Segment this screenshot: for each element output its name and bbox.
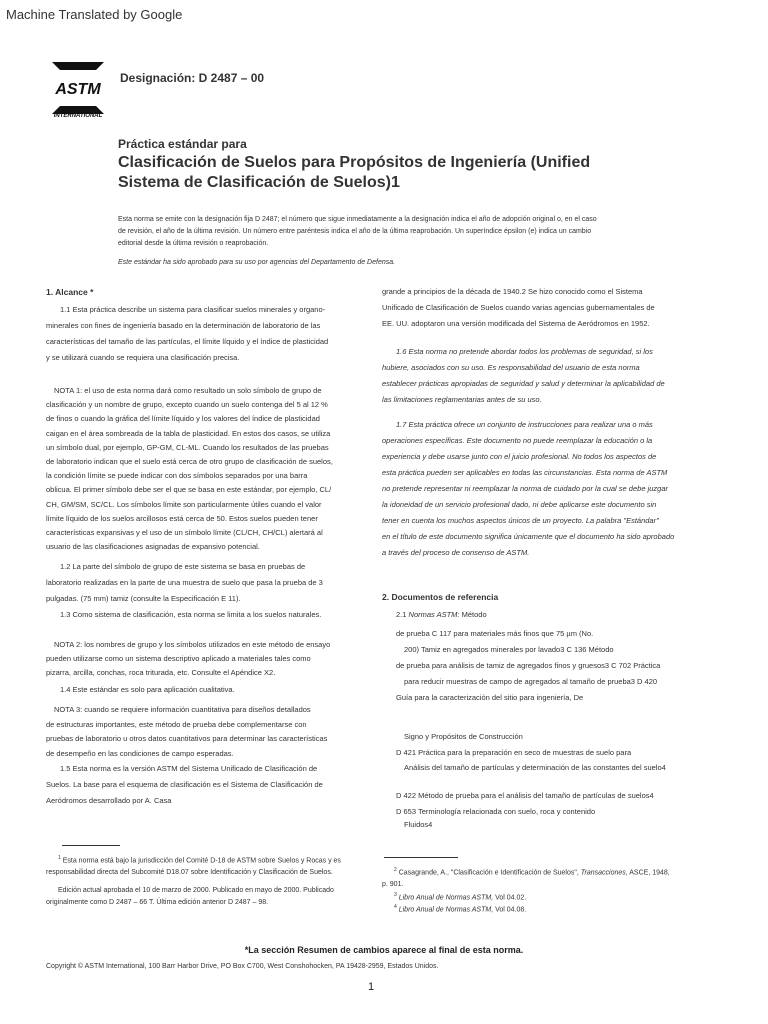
logo-text: ASTM — [55, 81, 101, 98]
paragraph-1-2: 1.2 La parte del símbolo de grupo de este sistema se basa en pruebas de laboratorio realizadas en la parte de una muestra de suelo que pasa la prueba de 3 pulgadas. (75 mm) tamiz (consulte la Especificación E 11). 1.3 Como sistema de clasificación, esta norma se limita a los suelos naturales. — [46, 559, 323, 623]
reference-2-1: 2.1 Normas ASTM: Método — [396, 610, 487, 619]
paragraph-1-7: 1.7 Esta práctica ofrece un conjunto de instrucciones para realizar una o más operaciones específicas. Este documento no puede reemplazar la educación o la experiencia y debe usarse junto con el juicio profesional. No todos los aspectos de esta práctica pueden ser aplicables en todas las circunstancias. Esta norma de ASTM no pretende representar ni reemplazar la norma de cuidado por la cual se debe juzgar la idoneidad de un servicio profesional dado, ni debe aplicarse este documento sin tener en cuenta los muchos aspectos únicos de un proyecto. La palabra "Estándar" en el título de este documento significa únicamente que el documento ha sido aprobado a través del proceso de consenso de ASTM. — [382, 420, 675, 557]
page-number: 1 — [367, 981, 375, 993]
notice-line: de revisión, el año de la última revisión. Un número entre paréntesis indica el año de la última reaprobación. Un superíndice épsilon (e) indica un cambio — [118, 228, 592, 235]
footnote-4: $^4$ Libro Anual de Normas ASTM, Vol 04.08. — [394, 904, 527, 914]
paragraph-1-3: 1.3 Como sistema de clasificación, esta norma se limita a los suelos naturales. — [60, 610, 322, 619]
document-title — [118, 153, 591, 193]
reference-list-c: D 422 Método de prueba para el análisis del tamaño de partículas de suelos4 D 653 Terminología relacionada con suelo, roca y contenido Fluidos4 — [396, 791, 654, 829]
issuance-notice — [118, 214, 638, 250]
note-1: NOTA 1: el uso de esta norma dará como resultado un solo símbolo de grupo de clasificación y un nombre de grupo, excepto cuando un suelo contenga del 5 al 12 % de finos o cuando la gráfica del límite líquido y los valores del índice de plasticidad caigan en el área sombreada de la tabla de plasticidad. En estos dos casos, se utiliza un símbolo dual, por ejemplo, GP-GM, CL-ML. Cuando los resultados de las pruebas de laboratorio indican que el suelo está cerca de otro grupo de clasificación de suelos, la condición límite se puede indicar con dos símbolos separados por una barra oblicua. El primer símbolo debe ser el que se basa en este estándar, por ejemplo, CL/ CH, GM/SM, SC/CL. Los símbolos límite son particularmente útiles cuando el valor límite líquido de los suelos arcillosos está cerca de 50. Estos suelos pueden tener características expansivas y el uso de un símbolo límite (CL/CH, CH/CL) alertará al usuario de las clasificaciones asignadas de expansivo potencial. — [46, 386, 333, 552]
title-line: Clasificación de Suelos para Propósitos de Ingeniería (Unified — [118, 154, 591, 171]
notice-line: Esta norma se emite con la designación fija D 2487; el número que sigue inmediatamente a la designación indica el año de adopción original o, en el caso — [118, 216, 597, 223]
kicker: Práctica estándar para — [118, 137, 247, 151]
footnote-3: $^3$ Libro Anual de Normas ASTM, Vol 04.02. — [394, 892, 527, 902]
footnote-2: $^2$ Casagrande, A., "Clasificación e Identificación de Suelos", Transacciones, ASCE, 1948, p. 901. — [382, 867, 670, 889]
copyright: Copyright © ASTM International, 100 Barr Harbor Drive, PO Box C700, West Conshohocken, PA 19428-2959, Estados Unidos. — [46, 963, 439, 970]
footnote-1: $^1$ Esta norma está bajo la jurisdicción del Comité D-18 de ASTM sobre Suelos y Rocas y es responsabilidad directa del Subcomité D18.07 sobre Identificación y Clasificación de Suelos. — [46, 855, 341, 877]
astm-logo — [44, 58, 112, 118]
footnote-rule — [62, 845, 120, 846]
paragraph-1-1: 1.1 Esta práctica describe un sistema para clasificar suelos minerales y organo- minerales con fines de ingeniería basado en la determinación de laboratorio de las características del tamaño de las partículas, el límite líquido y el índice de plasticidad y se utilizará cuando se requiera una clasificación precisa. — [46, 305, 329, 362]
machine-translated-banner: Machine Translated by Google — [6, 7, 183, 22]
logo-subtext: INTERNATIONAL — [53, 113, 103, 118]
reference-list-b: Signo y Propósitos de Construcción D 421 Práctica para la preparación en seco de muestras de suelo para Análisis del tamaño de partículas y determinación de las constantes del suelo4 — [396, 732, 666, 772]
section-heading-references: 2. Documentos de referencia — [382, 592, 499, 602]
note-3: NOTA 3: cuando se requiere información cuantitativa para diseños detallados de estructuras importantes, este método de prueba debe complementarse con pruebas de laboratorio u otros datos cuantitativos para determinar las características de desempeño en las condiciones de campo esperadas. — [46, 705, 328, 758]
edition-note: Edición actual aprobada el 10 de marzo de 2000. Publicado en mayo de 2000. Publicado originalmente como D 2487 – 66 T. Última edición anterior D 2487 – 98. — [46, 887, 334, 906]
reference-list-a: de prueba C 117 para materiales más finos que 75 µm (No. 200) Tamiz en agregados minerales por lavado3 C 136 Método de prueba para análisis de tamiz de agregados finos y gruesos3 C 702 Práctica para reducir muestras de campo de agregados al tamaño de prueba3 D 420 Guía para la caracterización del sitio para ingeniería, De — [396, 629, 661, 702]
designation: Designación: D 2487 – 00 — [120, 71, 265, 85]
section-heading-scope: 1. Alcance * — [46, 287, 94, 297]
summary-of-changes-note: *La sección Resumen de cambios aparece al final de esta norma. — [244, 945, 524, 955]
note-2: NOTA 2: los nombres de grupo y los símbolos utilizados en este método de ensayo pueden utilizarse como un sistema descriptivo aplicado a materiales tales como pizarra, arcilla, conchas, roca triturada, etc. Consulte el Apéndice X2. — [46, 640, 331, 677]
footnote-rule-right — [384, 857, 458, 858]
notice-line: editorial desde la última revisión o reaprobación. — [118, 240, 269, 247]
paragraph-1-5: 1.5 Esta norma es la versión ASTM del Sistema Unificado de Clasificación de Suelos. La base para el esquema de clasificación es el Sistema de Clasificación de Aeródromos desarrollado por A. Casa — [46, 764, 323, 805]
paragraph-1-4: 1.4 Este estándar es solo para aplicación cualitativa. — [60, 685, 235, 694]
paragraph-1-5-continued: grande a principios de la década de 1940.2 Se hizo conocido como el Sistema Unificado de Clasificación de Suelos cuando varias agencias gubernamentales de EE. UU. adoptaron una versión modificada del Sistema de Aeródromos en 1952. — [382, 287, 655, 328]
paragraph-1-6: 1.6 Esta norma no pretende abordar todos los problemas de seguridad, si los hubiere, asociados con su uso. Es responsabilidad del usuario de esta norma establecer prácticas apropiadas de seguridad y salud y determinar la aplicabilidad de las limitaciones reglamentarias antes de su uso. — [382, 347, 665, 404]
title-line: Sistema de Clasificación de Suelos)1 — [118, 174, 400, 191]
left-column — [46, 284, 93, 300]
section-heading-references-wrap — [382, 589, 498, 605]
approval-note: Este estándar ha sido aprobado para su uso por agencias del Departamento de Defensa. — [118, 259, 396, 266]
